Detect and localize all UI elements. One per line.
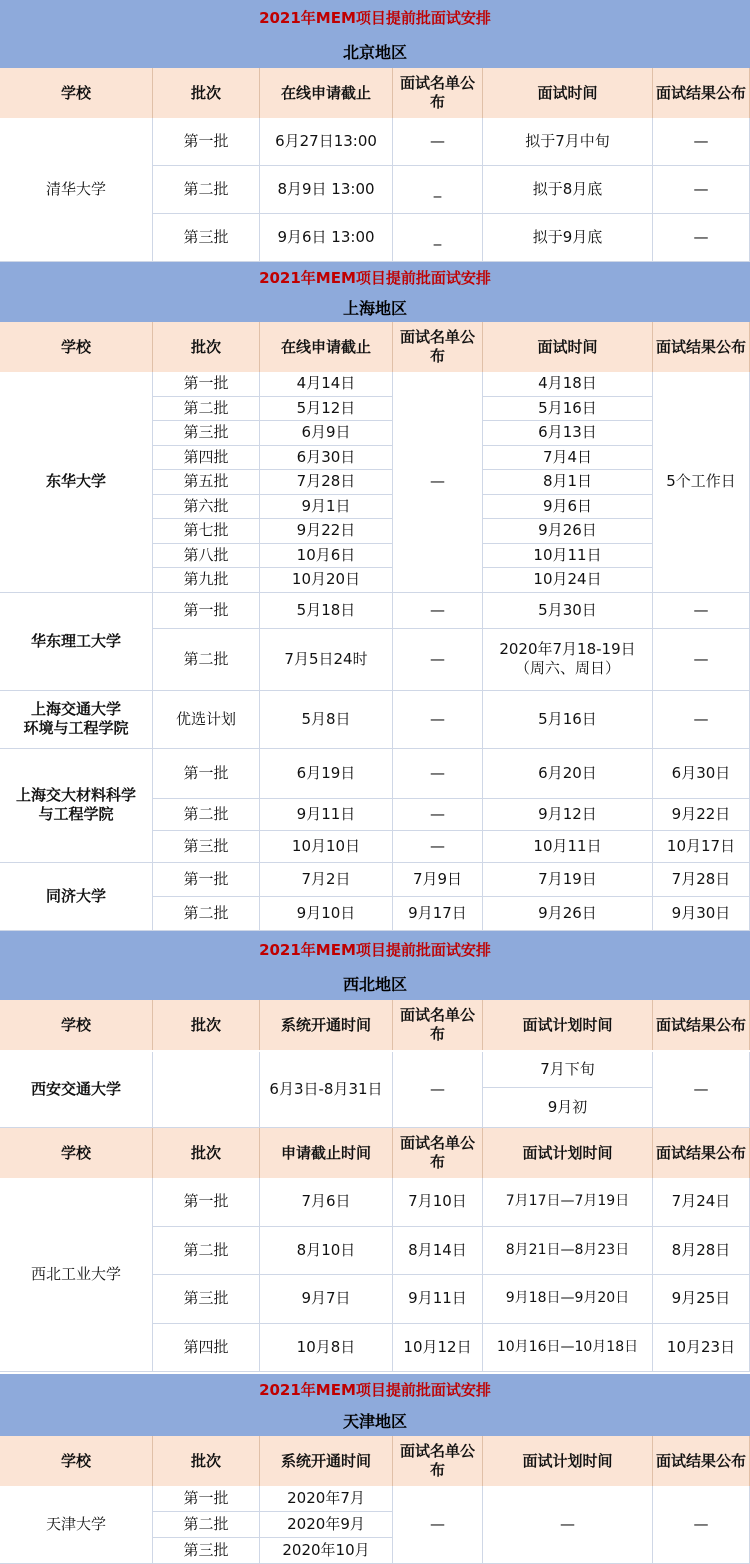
interview-cell: 拟于8月底 bbox=[483, 166, 653, 214]
table-header bbox=[0, 68, 750, 119]
deadline-cell: 9月1日 bbox=[260, 495, 393, 520]
school-name: 西北工业大学 bbox=[0, 1178, 153, 1372]
interview-cell: 9月26日 bbox=[483, 897, 653, 931]
open-time-cell: 2020年7月 bbox=[260, 1486, 393, 1512]
result-cell: — bbox=[653, 1052, 750, 1128]
list-cell: _ bbox=[393, 214, 483, 262]
header-batch: 批次 bbox=[153, 322, 260, 372]
header-list: 面试名单公布 bbox=[393, 1128, 483, 1178]
header-result: 面试结果公布 bbox=[653, 322, 750, 372]
batch-cell: 第二批 bbox=[153, 1227, 260, 1276]
table-header bbox=[0, 322, 750, 373]
batch-cell: 第一批 bbox=[153, 372, 260, 397]
batch-cell: 第二批 bbox=[153, 629, 260, 691]
list-cell: — bbox=[393, 749, 483, 799]
deadline-cell: 6月30日 bbox=[260, 446, 393, 471]
result-cell: — bbox=[653, 1486, 750, 1564]
batch-cell: 第二批 bbox=[153, 897, 260, 931]
table-header bbox=[0, 1128, 750, 1179]
school-name: 华东理工大学 bbox=[0, 593, 153, 691]
list-cell: — bbox=[393, 799, 483, 831]
interview-cell: 6月20日 bbox=[483, 749, 653, 799]
region-title: 西北地区 bbox=[0, 966, 750, 1001]
batch-cell: 第三批 bbox=[153, 421, 260, 446]
deadline-cell: 5月12日 bbox=[260, 397, 393, 422]
section-title: 2021年MEM项目提前批面试安排 bbox=[0, 932, 750, 967]
table-header bbox=[0, 1000, 750, 1051]
table-header bbox=[0, 1436, 750, 1487]
header-interview: 面试计划时间 bbox=[483, 1000, 653, 1050]
result-cell: 9月22日 bbox=[653, 799, 750, 831]
interview-cell: 拟于7月中旬 bbox=[483, 118, 653, 166]
result-cell: 9月30日 bbox=[653, 897, 750, 931]
batch-cell: 第九批 bbox=[153, 568, 260, 593]
list-cell: — bbox=[393, 831, 483, 863]
batch-cell: 第一批 bbox=[153, 118, 260, 166]
interview-cell: 7月17日—7月19日 bbox=[483, 1178, 653, 1227]
header-batch: 批次 bbox=[153, 1128, 260, 1178]
interview-cell: 6月13日 bbox=[483, 421, 653, 446]
list-cell: — bbox=[393, 372, 483, 593]
list-cell: 7月9日 bbox=[393, 863, 483, 897]
interview-cell: 9月12日 bbox=[483, 799, 653, 831]
result-cell: — bbox=[653, 593, 750, 629]
header-school: 学校 bbox=[0, 68, 153, 118]
batch-cell: 第三批 bbox=[153, 1275, 260, 1324]
batch-cell: 第八批 bbox=[153, 544, 260, 569]
header-deadline: 在线申请截止 bbox=[260, 322, 393, 372]
deadline-cell: 10月10日 bbox=[260, 831, 393, 863]
result-cell: 6月30日 bbox=[653, 749, 750, 799]
header-school: 学校 bbox=[0, 322, 153, 372]
interview-cell: 10月16日—10月18日 bbox=[483, 1324, 653, 1373]
header-result: 面试结果公布 bbox=[653, 1436, 750, 1486]
batch-cell: 第二批 bbox=[153, 397, 260, 422]
batch-cell: 第一批 bbox=[153, 749, 260, 799]
interview-cell: 4月18日 bbox=[483, 372, 653, 397]
batch-cell: 第六批 bbox=[153, 495, 260, 520]
batch-cell: 第三批 bbox=[153, 1538, 260, 1564]
deadline-cell: 10月6日 bbox=[260, 544, 393, 569]
header-interview: 面试计划时间 bbox=[483, 1128, 653, 1178]
batch-cell: 第二批 bbox=[153, 799, 260, 831]
list-cell: _ bbox=[393, 166, 483, 214]
header-deadline: 系统开通时间 bbox=[260, 1000, 393, 1050]
deadline-cell: 6月27日13:00 bbox=[260, 118, 393, 166]
interview-cell: 9月26日 bbox=[483, 519, 653, 544]
batch-cell: 第五批 bbox=[153, 470, 260, 495]
header-deadline: 在线申请截止 bbox=[260, 68, 393, 118]
result-cell: 10月23日 bbox=[653, 1324, 750, 1373]
header-deadline: 系统开通时间 bbox=[260, 1436, 393, 1486]
header-batch: 批次 bbox=[153, 68, 260, 118]
list-cell: 7月10日 bbox=[393, 1178, 483, 1227]
school-name: 同济大学 bbox=[0, 863, 153, 931]
interview-cell: 拟于9月底 bbox=[483, 214, 653, 262]
deadline-cell: 8月9日 13:00 bbox=[260, 166, 393, 214]
batch-cell: 第四批 bbox=[153, 446, 260, 471]
deadline-cell: 6月9日 bbox=[260, 421, 393, 446]
interview-cell: 10月24日 bbox=[483, 568, 653, 593]
deadline-cell: 9月6日 13:00 bbox=[260, 214, 393, 262]
interview-cell: 8月1日 bbox=[483, 470, 653, 495]
result-cell: 9月25日 bbox=[653, 1275, 750, 1324]
section-title: 2021年MEM项目提前批面试安排 bbox=[0, 262, 750, 293]
batch-cell bbox=[153, 1052, 260, 1128]
header-list: 面试名单公布 bbox=[393, 322, 483, 372]
result-cell: — bbox=[653, 691, 750, 749]
deadline-cell: 10月20日 bbox=[260, 568, 393, 593]
batch-cell: 第一批 bbox=[153, 1486, 260, 1512]
header-interview: 面试计划时间 bbox=[483, 1436, 653, 1486]
deadline-cell: 7月5日24时 bbox=[260, 629, 393, 691]
list-cell: — bbox=[393, 593, 483, 629]
header-school: 学校 bbox=[0, 1436, 153, 1486]
deadline-cell: 4月14日 bbox=[260, 372, 393, 397]
list-cell: — bbox=[393, 691, 483, 749]
header-result: 面试结果公布 bbox=[653, 68, 750, 118]
batch-cell: 优选计划 bbox=[153, 691, 260, 749]
batch-cell: 第一批 bbox=[153, 593, 260, 629]
list-cell: 10月12日 bbox=[393, 1324, 483, 1373]
interview-cell: 9月初 bbox=[483, 1088, 653, 1128]
list-cell: 8月14日 bbox=[393, 1227, 483, 1276]
header-deadline: 申请截止时间 bbox=[260, 1128, 393, 1178]
header-batch: 批次 bbox=[153, 1000, 260, 1050]
list-cell: 9月17日 bbox=[393, 897, 483, 931]
header-result: 面试结果公布 bbox=[653, 1000, 750, 1050]
deadline-cell: 5月8日 bbox=[260, 691, 393, 749]
deadline-cell: 9月7日 bbox=[260, 1275, 393, 1324]
interview-cell: 10月11日 bbox=[483, 831, 653, 863]
header-list: 面试名单公布 bbox=[393, 1000, 483, 1050]
interview-cell: 2020年7月18-19日 （周六、周日） bbox=[483, 629, 653, 691]
interview-cell: 5月30日 bbox=[483, 593, 653, 629]
open-time-cell: 2020年9月 bbox=[260, 1512, 393, 1538]
result-cell: — bbox=[653, 629, 750, 691]
result-cell: — bbox=[653, 118, 750, 166]
header-list: 面试名单公布 bbox=[393, 1436, 483, 1486]
region-title: 上海地区 bbox=[0, 292, 750, 323]
header-interview: 面试时间 bbox=[483, 322, 653, 372]
result-cell: 8月28日 bbox=[653, 1227, 750, 1276]
interview-cell: 10月11日 bbox=[483, 544, 653, 569]
deadline-cell: 7月6日 bbox=[260, 1178, 393, 1227]
deadline-cell: 9月22日 bbox=[260, 519, 393, 544]
interview-cell: 5月16日 bbox=[483, 397, 653, 422]
result-cell: 7月24日 bbox=[653, 1178, 750, 1227]
result-cell: — bbox=[653, 166, 750, 214]
list-cell: — bbox=[393, 1052, 483, 1128]
batch-cell: 第二批 bbox=[153, 166, 260, 214]
header-school: 学校 bbox=[0, 1128, 153, 1178]
list-cell: — bbox=[393, 118, 483, 166]
header-interview: 面试时间 bbox=[483, 68, 653, 118]
school-name: 西安交通大学 bbox=[0, 1052, 153, 1128]
interview-cell: 7月4日 bbox=[483, 446, 653, 471]
batch-cell: 第一批 bbox=[153, 863, 260, 897]
header-school: 学校 bbox=[0, 1000, 153, 1050]
open-time-cell: 2020年10月 bbox=[260, 1538, 393, 1564]
result-cell: 10月17日 bbox=[653, 831, 750, 863]
batch-cell: 第二批 bbox=[153, 1512, 260, 1538]
deadline-cell: 6月19日 bbox=[260, 749, 393, 799]
interview-cell: 5月16日 bbox=[483, 691, 653, 749]
batch-cell: 第一批 bbox=[153, 1178, 260, 1227]
header-result: 面试结果公布 bbox=[653, 1128, 750, 1178]
batch-cell: 第四批 bbox=[153, 1324, 260, 1373]
result-cell: — bbox=[653, 214, 750, 262]
batch-cell: 第七批 bbox=[153, 519, 260, 544]
interview-cell: 7月19日 bbox=[483, 863, 653, 897]
batch-cell: 第三批 bbox=[153, 831, 260, 863]
school-name: 上海交大材料科学 与工程学院 bbox=[0, 749, 153, 863]
region-title: 天津地区 bbox=[0, 1404, 750, 1437]
deadline-cell: 9月10日 bbox=[260, 897, 393, 931]
school-name: 上海交通大学 环境与工程学院 bbox=[0, 691, 153, 749]
header-list: 面试名单公布 bbox=[393, 68, 483, 118]
interview-cell: 9月6日 bbox=[483, 495, 653, 520]
deadline-cell: 5月18日 bbox=[260, 593, 393, 629]
deadline-cell: 8月10日 bbox=[260, 1227, 393, 1276]
list-cell: 9月11日 bbox=[393, 1275, 483, 1324]
interview-cell: 9月18日—9月20日 bbox=[483, 1275, 653, 1324]
list-cell: — bbox=[393, 1486, 483, 1564]
deadline-cell: 9月11日 bbox=[260, 799, 393, 831]
region-title: 北京地区 bbox=[0, 34, 750, 69]
batch-cell: 第三批 bbox=[153, 214, 260, 262]
interview-cell: 8月21日—8月23日 bbox=[483, 1227, 653, 1276]
deadline-cell: 10月8日 bbox=[260, 1324, 393, 1373]
interview-cell: — bbox=[483, 1486, 653, 1564]
school-name: 东华大学 bbox=[0, 372, 153, 593]
result-cell: 7月28日 bbox=[653, 863, 750, 897]
interview-cell: 7月下旬 bbox=[483, 1052, 653, 1088]
deadline-cell: 7月28日 bbox=[260, 470, 393, 495]
list-cell: — bbox=[393, 629, 483, 691]
deadline-cell: 7月2日 bbox=[260, 863, 393, 897]
header-batch: 批次 bbox=[153, 1436, 260, 1486]
section-title: 2021年MEM项目提前批面试安排 bbox=[0, 0, 750, 35]
result-cell: 5个工作日 bbox=[653, 372, 750, 593]
section-title: 2021年MEM项目提前批面试安排 bbox=[0, 1374, 750, 1405]
open-time-cell: 6月3日-8月31日 bbox=[260, 1052, 393, 1128]
school-name: 天津大学 bbox=[0, 1486, 153, 1564]
school-name: 清华大学 bbox=[0, 118, 153, 262]
